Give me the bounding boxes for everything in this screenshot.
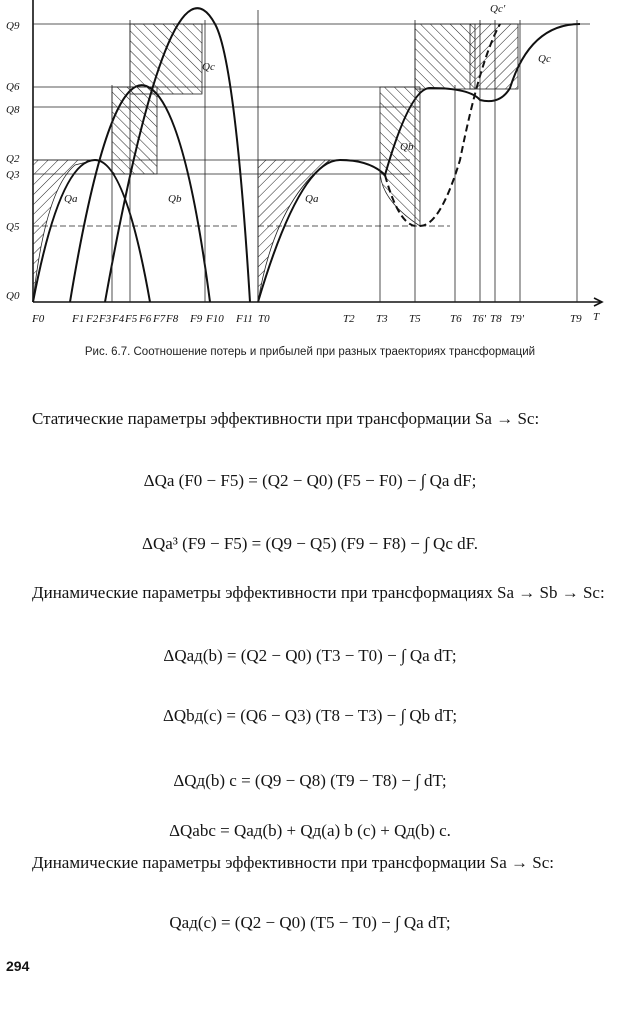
y-label: Q2 <box>6 153 20 165</box>
equation-7: Qaд(c) = (Q2 − Q0) (T5 − T0) − ∫ Qa dT; <box>169 913 451 932</box>
x-label: T6 <box>450 313 462 325</box>
y-label: Q6 <box>6 81 20 93</box>
x-label: T2 <box>343 313 355 325</box>
x-label: F8 <box>166 313 179 325</box>
curve-label: Qb <box>400 141 414 153</box>
hatched-regions <box>33 24 518 302</box>
y-axis-labels <box>6 20 20 302</box>
equation-3: ΔQaд(b) = (Q2 − Q0) (T3 − T0) − ∫ Qa dT; <box>163 646 457 665</box>
figure-caption: Рис. 6.7. Соотношение потерь и прибылей при разных траекториях трансформаций <box>84 346 536 358</box>
x-label: F1 <box>72 313 85 325</box>
equation-2: ΔQa³ (F9 − F5) = (Q9 − Q5) (F9 − F8) − ∫ Qc dF. <box>142 534 478 553</box>
x-label: F2 <box>86 313 99 325</box>
x-label: T3 <box>376 313 388 325</box>
x-label: F10 <box>206 313 224 325</box>
equation-5: ΔQд(b) c = (Q9 − Q8) (T9 − T8) − ∫ dT; <box>173 771 447 790</box>
curve-label: Qb <box>168 193 182 205</box>
equation-4: ΔQbд(c) = (Q6 − Q3) (T8 − T3) − ∫ Qb dT; <box>162 706 458 725</box>
x-label: F4 <box>112 313 125 325</box>
curve-label: Qc <box>202 61 215 73</box>
x-axis-labels <box>31 311 600 325</box>
figure-6-7 <box>0 0 620 345</box>
x-label: T8 <box>490 313 502 325</box>
x-label: T5 <box>409 313 421 325</box>
paragraph-dynamic: Динамические параметры эффективности при трансформациях Sa → Sb → Sc: <box>32 583 605 602</box>
y-label: Q3 <box>6 169 20 181</box>
x-label: F11 <box>236 313 253 325</box>
x-label: F0 <box>32 313 45 325</box>
x-label: T9 <box>570 313 582 325</box>
paragraph-static: Статические параметры эффективности при трансформации Sa → Sc: <box>32 409 540 428</box>
x-label: F9 <box>190 313 203 325</box>
paragraph-dynamic-direct: Динамические параметры эффективности при трансформации Sa → Sc: <box>32 853 555 872</box>
y-label: Q9 <box>6 20 20 32</box>
equation-1: ΔQa (F0 − F5) = (Q2 − Q0) (F5 − F0) − ∫ Qa dF; <box>143 471 477 490</box>
x-label: F7 <box>153 313 166 325</box>
x-label: T6' <box>472 313 486 325</box>
curve-label: Qa <box>305 193 319 205</box>
curve-label: Qc <box>538 53 551 65</box>
y-label: Q8 <box>6 104 20 116</box>
x-label: F5 <box>125 313 138 325</box>
x-label: T9' <box>510 313 524 325</box>
x-label: F6 <box>139 313 152 325</box>
y-label: Q0 <box>6 290 20 302</box>
curve-label: Qc' <box>490 3 506 15</box>
page-number: 294 <box>6 958 30 974</box>
x-label: T <box>593 311 600 323</box>
equation-6: ΔQabc = Qaд(b) + Qд(a) b (c) + Qд(b) c. <box>169 821 451 840</box>
x-label: F3 <box>99 313 112 325</box>
y-label: Q5 <box>6 221 20 233</box>
x-label: T0 <box>258 313 270 325</box>
curve-label: Qa <box>64 193 78 205</box>
